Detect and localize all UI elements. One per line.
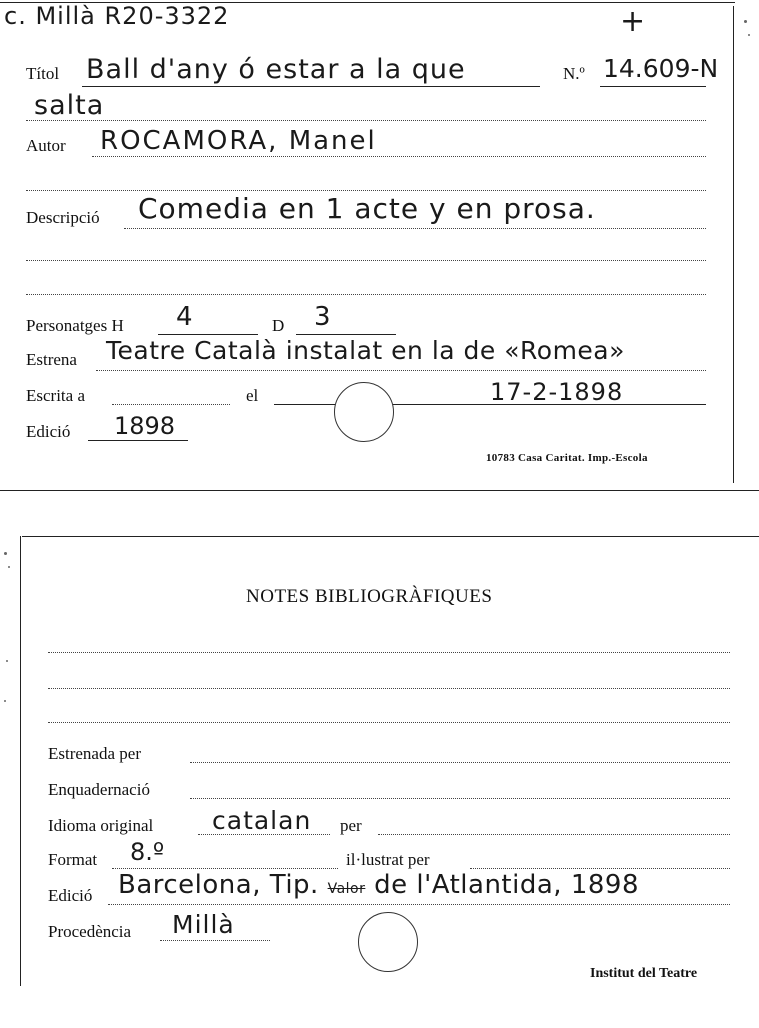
numero-label: N.º [563,64,585,83]
scan-speck [744,20,747,23]
scan-speck [4,552,7,555]
personatges-d-value: 3 [314,302,331,332]
edicio2-struck: Valor [327,881,366,897]
personatges-h-line [158,334,258,335]
illustrat-label: il·lustrat per [346,850,430,869]
idioma-value: catalan [212,806,312,835]
top-note: c. Millà R20-3322 [4,2,230,30]
titol-label: Títol [26,64,60,83]
edicio2-value-b: de l'Atlantida, 1898 [374,870,639,900]
descripcio-label: Descripció [26,208,100,227]
escrita-el-label: el [246,386,259,405]
escrita-date-value: 17-2-1898 [490,378,624,406]
personatges-h-value: 4 [176,302,193,332]
idioma-per-dots [378,834,730,835]
estrenada-dots [190,762,730,763]
notes-dots-1 [48,652,730,653]
card2-top-border [22,536,759,537]
escrita-dots [112,404,230,405]
personatges-d-line [296,334,396,335]
idioma-label: Idioma original [48,816,154,835]
notes-dots-2 [48,688,730,689]
escrita-label: Escrita a [26,386,85,405]
format-dots [112,868,338,869]
numero-line [600,86,706,87]
edicio-label: Edició [26,422,71,441]
personatges-label: Personatges H [26,316,124,335]
numero-value: 14.609-N [603,54,719,83]
edicio-value: 1898 [114,412,176,440]
titol-dots-2 [26,120,706,121]
descripcio-value: Comedia en 1 acte y en prosa. [138,192,596,225]
scan-speck [8,566,10,568]
titol-line [82,86,540,87]
edicio2-value-a: Barcelona, Tip. [118,870,319,900]
estrena-label: Estrena [26,350,77,369]
descripcio-dots-3 [26,294,706,295]
format-value: 8.º [130,838,165,866]
personatges-d-label: D [272,316,285,335]
card2-left-border [20,536,21,986]
edicio2-value [118,870,639,900]
procedencia-value: Millà [172,910,235,939]
notes-heading: NOTES BIBLIOGRÀFIQUES [246,586,493,607]
descripcio-dots [124,228,706,229]
illustrat-dots [470,868,730,869]
enquadernacio-label: Enquadernació [48,780,150,799]
card1-footer: 10783 Casa Caritat. Imp.-Escola [486,452,648,464]
procedencia-label: Procedència [48,922,132,941]
scan-speck [748,34,750,36]
edicio2-label: Edició [48,886,93,905]
punch-hole-2 [358,912,418,972]
card2-footer: Institut del Teatre [590,966,698,981]
autor-dots [92,156,706,157]
format-label: Format [48,850,98,869]
autor-value: ROCAMORA, Manel [100,126,377,156]
idioma-per-label: per [340,816,362,835]
autor-label: Autor [26,136,66,155]
edicio-line [88,440,188,441]
titol-value-cont: salta [34,90,105,121]
descripcio-dots-2 [26,260,706,261]
edicio2-dots [108,904,730,905]
card1-right-border [733,6,734,483]
autor-dots-2 [26,190,706,191]
card1-bottom-border [0,490,759,491]
notes-dots-3 [48,722,730,723]
enquadernacio-dots [190,798,730,799]
punch-hole [334,382,394,442]
scan-speck [4,700,6,702]
estrena-dots [96,370,706,371]
scan-speck [6,660,8,662]
estrena-value: Teatre Català instalat en la de «Romea» [106,336,625,365]
titol-value: Ball d'any ó estar a la que [86,54,466,85]
procedencia-dots [160,940,270,941]
plus-mark: + [620,4,646,39]
estrenada-label: Estrenada per [48,744,141,763]
